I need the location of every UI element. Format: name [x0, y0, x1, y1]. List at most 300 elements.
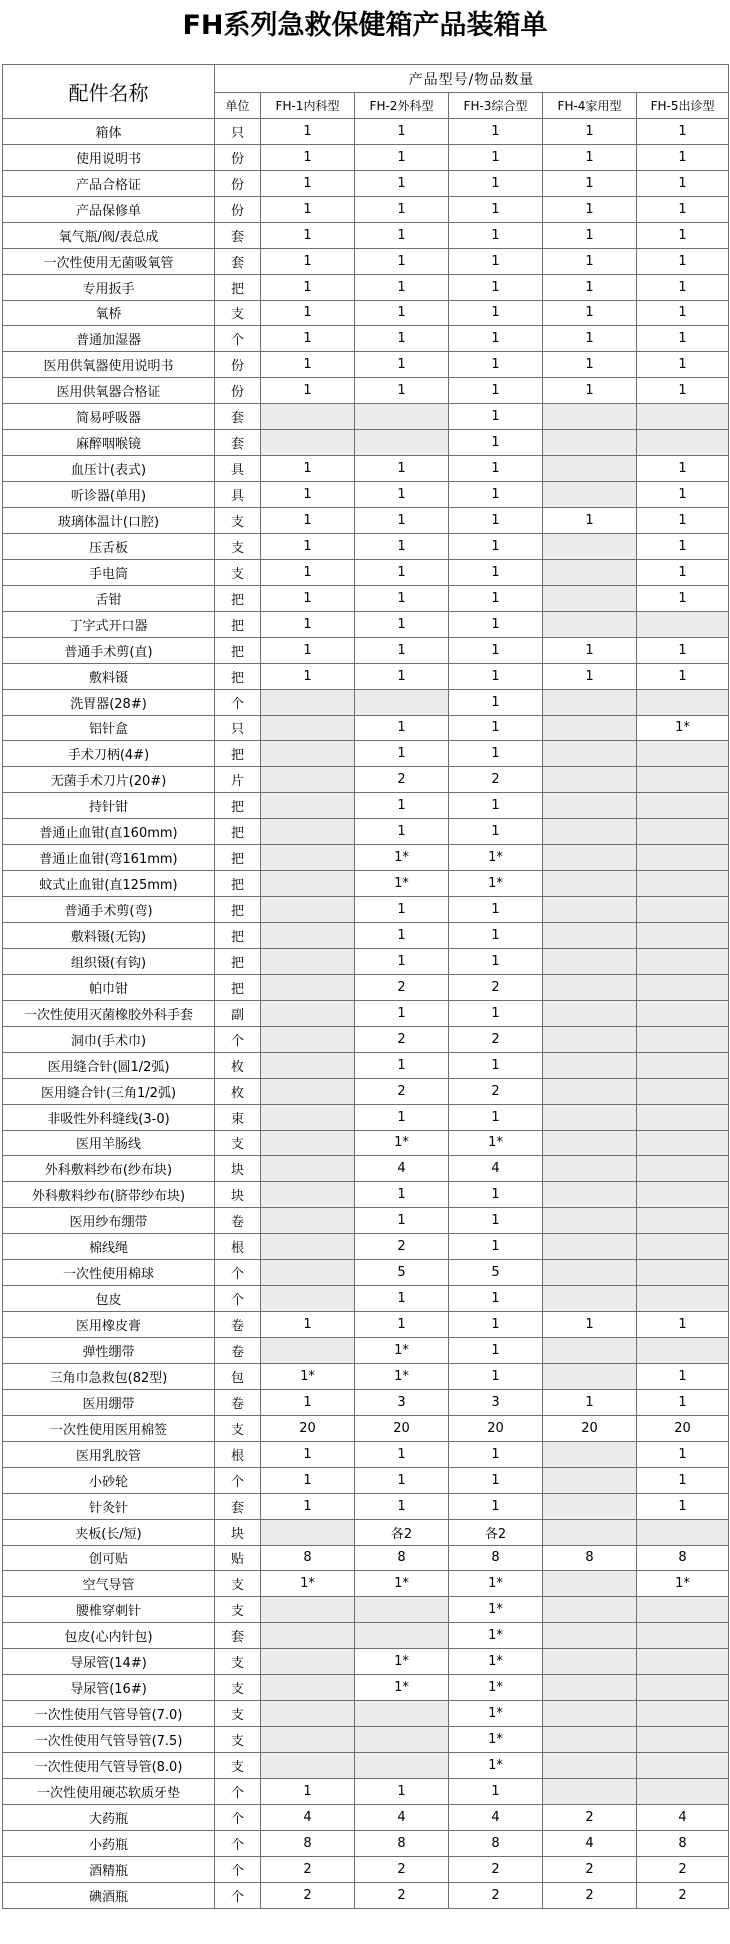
quantity-cell: 1	[543, 118, 637, 144]
quantity-cell: 1*	[449, 845, 543, 871]
item-name: 蚊式止血钳(直125mm)	[3, 871, 215, 897]
quantity-cell: 1	[449, 533, 543, 559]
quantity-cell: 1*	[637, 1571, 729, 1597]
table-row	[3, 456, 729, 482]
item-name: 铝针盒	[3, 715, 215, 741]
quantity-cell: 20	[355, 1415, 449, 1441]
quantity-cell: 1	[637, 144, 729, 170]
quantity-cell	[543, 1493, 637, 1519]
quantity-cell: 4	[355, 1804, 449, 1830]
quantity-cell: 1	[355, 1052, 449, 1078]
quantity-cell	[261, 845, 355, 871]
unit-header: 单位	[215, 93, 261, 119]
item-unit: 个	[215, 689, 261, 715]
item-unit: 贴	[215, 1545, 261, 1571]
quantity-cell	[637, 611, 729, 637]
quantity-cell: 1	[449, 326, 543, 352]
table-row	[3, 897, 729, 923]
quantity-cell: 1	[543, 1389, 637, 1415]
quantity-cell: 1	[261, 533, 355, 559]
table-row	[3, 1830, 729, 1856]
quantity-cell: 1*	[355, 1130, 449, 1156]
item-unit: 个	[215, 1026, 261, 1052]
quantity-cell: 1	[261, 663, 355, 689]
item-unit: 个	[215, 1882, 261, 1908]
quantity-cell	[543, 1363, 637, 1389]
quantity-cell	[637, 871, 729, 897]
quantity-cell: 2	[449, 974, 543, 1000]
item-name: 大药瓶	[3, 1804, 215, 1830]
item-name: 小砂轮	[3, 1467, 215, 1493]
item-unit: 个	[215, 1467, 261, 1493]
item-unit: 支	[215, 1571, 261, 1597]
table-header	[3, 65, 729, 119]
item-unit: 支	[215, 1701, 261, 1727]
quantity-cell	[637, 1597, 729, 1623]
quantity-cell: 2	[355, 1026, 449, 1052]
quantity-cell	[543, 819, 637, 845]
table-row	[3, 1363, 729, 1389]
quantity-cell: 1	[543, 378, 637, 404]
quantity-cell: 20	[449, 1415, 543, 1441]
table-row	[3, 1675, 729, 1701]
quantity-cell	[261, 974, 355, 1000]
item-name: 酒精瓶	[3, 1856, 215, 1882]
quantity-cell	[543, 974, 637, 1000]
quantity-cell	[543, 1208, 637, 1234]
item-name: 箱体	[3, 118, 215, 144]
item-name: 产品合格证	[3, 170, 215, 196]
quantity-cell: 5	[355, 1260, 449, 1286]
quantity-cell: 1	[637, 482, 729, 508]
item-unit: 份	[215, 352, 261, 378]
quantity-cell: 1	[637, 196, 729, 222]
quantity-cell: 1*	[449, 871, 543, 897]
quantity-cell	[637, 1052, 729, 1078]
quantity-cell	[261, 1104, 355, 1130]
quantity-cell: 1	[637, 326, 729, 352]
table-row	[3, 378, 729, 404]
quantity-cell: 1	[449, 352, 543, 378]
quantity-cell	[543, 1597, 637, 1623]
table-row	[3, 1130, 729, 1156]
quantity-cell	[543, 1753, 637, 1779]
quantity-cell: 1	[637, 456, 729, 482]
quantity-cell: 1	[261, 637, 355, 663]
table-row	[3, 1441, 729, 1467]
item-name: 使用说明书	[3, 144, 215, 170]
model-header-fh1: FH-1内科型	[261, 93, 355, 119]
item-unit: 卷	[215, 1338, 261, 1364]
item-unit: 只	[215, 715, 261, 741]
item-unit: 副	[215, 1000, 261, 1026]
quantity-cell	[261, 1286, 355, 1312]
table-row	[3, 793, 729, 819]
item-unit: 份	[215, 144, 261, 170]
quantity-cell: 1	[449, 248, 543, 274]
quantity-cell: 1*	[637, 715, 729, 741]
item-unit: 块	[215, 1182, 261, 1208]
quantity-cell	[543, 404, 637, 430]
quantity-cell: 1	[355, 352, 449, 378]
quantity-cell: 1	[355, 923, 449, 949]
quantity-cell	[261, 1623, 355, 1649]
quantity-cell	[261, 767, 355, 793]
table-row	[3, 559, 729, 585]
item-name: 一次性使用硬芯软质牙垫	[3, 1778, 215, 1804]
quantity-cell: 1	[637, 170, 729, 196]
table-row	[3, 1493, 729, 1519]
quantity-cell: 1	[355, 897, 449, 923]
quantity-cell: 2	[261, 1856, 355, 1882]
quantity-cell: 1	[449, 663, 543, 689]
accessory-name-header: 配件名称	[3, 65, 215, 119]
item-name: 医用缝合针(圆1/2弧)	[3, 1052, 215, 1078]
quantity-cell: 1	[355, 663, 449, 689]
quantity-cell: 1	[261, 1389, 355, 1415]
page-title: FH系列急救保健箱产品装箱单	[182, 10, 548, 41]
quantity-cell	[637, 1675, 729, 1701]
quantity-cell	[261, 1000, 355, 1026]
model-quantity-header: 产品型号/物品数量	[215, 65, 729, 93]
item-name: 弹性绷带	[3, 1338, 215, 1364]
quantity-cell: 2	[543, 1882, 637, 1908]
quantity-cell	[543, 611, 637, 637]
quantity-cell	[261, 404, 355, 430]
quantity-cell	[637, 1026, 729, 1052]
item-unit: 把	[215, 819, 261, 845]
quantity-cell: 1	[449, 715, 543, 741]
item-unit: 枚	[215, 1052, 261, 1078]
table-row	[3, 1234, 729, 1260]
item-unit: 支	[215, 1753, 261, 1779]
item-name: 导尿管(16#)	[3, 1675, 215, 1701]
quantity-cell	[261, 430, 355, 456]
quantity-cell: 1	[449, 430, 543, 456]
item-unit: 支	[215, 559, 261, 585]
table-row	[3, 948, 729, 974]
item-unit: 套	[215, 1623, 261, 1649]
item-unit: 根	[215, 1234, 261, 1260]
quantity-cell: 1	[355, 326, 449, 352]
table-row	[3, 1701, 729, 1727]
item-unit: 套	[215, 1493, 261, 1519]
quantity-cell	[261, 1156, 355, 1182]
quantity-cell	[543, 1467, 637, 1493]
quantity-cell: 1	[261, 144, 355, 170]
quantity-cell: 1	[355, 508, 449, 534]
quantity-cell: 1	[355, 482, 449, 508]
quantity-cell	[261, 871, 355, 897]
quantity-cell	[261, 1052, 355, 1078]
quantity-cell	[543, 1182, 637, 1208]
quantity-cell: 1	[637, 378, 729, 404]
item-name: 舌钳	[3, 585, 215, 611]
quantity-cell: 1	[449, 1467, 543, 1493]
table-row	[3, 1389, 729, 1415]
item-unit: 把	[215, 663, 261, 689]
quantity-cell	[355, 1727, 449, 1753]
quantity-cell	[543, 897, 637, 923]
quantity-cell	[543, 1649, 637, 1675]
quantity-cell	[355, 1701, 449, 1727]
quantity-cell	[261, 715, 355, 741]
quantity-cell: 1*	[449, 1623, 543, 1649]
item-unit: 个	[215, 1804, 261, 1830]
item-name: 夹板(长/短)	[3, 1519, 215, 1545]
quantity-cell: 1	[449, 1338, 543, 1364]
quantity-cell	[543, 1571, 637, 1597]
table-row	[3, 508, 729, 534]
quantity-cell: 1	[637, 352, 729, 378]
quantity-cell: 1	[261, 1312, 355, 1338]
quantity-cell: 8	[637, 1545, 729, 1571]
item-unit: 束	[215, 1104, 261, 1130]
quantity-cell: 2	[355, 1078, 449, 1104]
quantity-cell	[543, 1623, 637, 1649]
item-unit: 卷	[215, 1208, 261, 1234]
item-name: 一次性使用灭菌橡胶外科手套	[3, 1000, 215, 1026]
quantity-cell: 1*	[261, 1363, 355, 1389]
quantity-cell	[261, 1260, 355, 1286]
table-row	[3, 974, 729, 1000]
quantity-cell: 1	[637, 1441, 729, 1467]
quantity-cell: 1	[355, 1467, 449, 1493]
quantity-cell: 1	[449, 404, 543, 430]
quantity-cell: 1	[637, 508, 729, 534]
quantity-cell: 1	[261, 1441, 355, 1467]
item-name: 外科敷料纱布(脐带纱布块)	[3, 1182, 215, 1208]
table-row	[3, 1000, 729, 1026]
table-row	[3, 819, 729, 845]
quantity-cell	[543, 1026, 637, 1052]
quantity-cell: 1	[355, 378, 449, 404]
item-name: 一次性使用医用棉签	[3, 1415, 215, 1441]
quantity-cell: 2	[637, 1882, 729, 1908]
quantity-cell: 2	[355, 974, 449, 1000]
quantity-cell: 1	[261, 1493, 355, 1519]
item-name: 一次性使用无菌吸氧管	[3, 248, 215, 274]
quantity-cell: 1	[355, 1000, 449, 1026]
quantity-cell	[355, 430, 449, 456]
quantity-cell: 1	[449, 1182, 543, 1208]
table-row	[3, 1026, 729, 1052]
quantity-cell: 1	[543, 144, 637, 170]
quantity-cell	[637, 1519, 729, 1545]
table-row	[3, 274, 729, 300]
quantity-cell: 1	[449, 118, 543, 144]
quantity-cell	[355, 1623, 449, 1649]
quantity-cell: 1	[355, 1182, 449, 1208]
quantity-cell	[543, 715, 637, 741]
quantity-cell: 1	[449, 1000, 543, 1026]
table-row	[3, 689, 729, 715]
quantity-cell: 1	[355, 559, 449, 585]
quantity-cell: 1	[261, 378, 355, 404]
quantity-cell: 1	[449, 222, 543, 248]
item-name: 洗胃器(28#)	[3, 689, 215, 715]
table-row	[3, 1778, 729, 1804]
quantity-cell: 1	[355, 819, 449, 845]
quantity-cell	[637, 1130, 729, 1156]
quantity-cell: 2	[543, 1804, 637, 1830]
quantity-cell	[637, 1338, 729, 1364]
item-name: 氧气瓶/阀/表总成	[3, 222, 215, 248]
quantity-cell: 5	[449, 1260, 543, 1286]
item-name: 医用绷带	[3, 1389, 215, 1415]
quantity-cell	[543, 1778, 637, 1804]
quantity-cell	[261, 1675, 355, 1701]
quantity-cell: 1	[261, 326, 355, 352]
table-row	[3, 637, 729, 663]
item-name: 外科敷料纱布(纱布块)	[3, 1156, 215, 1182]
quantity-cell: 1	[449, 144, 543, 170]
quantity-cell: 1	[449, 1778, 543, 1804]
quantity-cell	[637, 974, 729, 1000]
quantity-cell: 1	[449, 456, 543, 482]
quantity-cell: 1	[449, 508, 543, 534]
quantity-cell: 1	[449, 585, 543, 611]
quantity-cell	[543, 482, 637, 508]
item-name: 敷料镊(无钩)	[3, 923, 215, 949]
quantity-cell: 2	[355, 1882, 449, 1908]
quantity-cell	[261, 1727, 355, 1753]
quantity-cell: 1	[355, 196, 449, 222]
item-name: 无菌手术刀片(20#)	[3, 767, 215, 793]
quantity-cell: 1	[261, 585, 355, 611]
item-name: 医用供氧器合格证	[3, 378, 215, 404]
quantity-cell	[261, 1208, 355, 1234]
table-row	[3, 352, 729, 378]
item-name: 洞巾(手术巾)	[3, 1026, 215, 1052]
quantity-cell	[543, 741, 637, 767]
quantity-cell: 1	[449, 1493, 543, 1519]
item-unit: 把	[215, 845, 261, 871]
quantity-cell	[543, 1052, 637, 1078]
table-row	[3, 222, 729, 248]
quantity-cell	[261, 1701, 355, 1727]
quantity-cell	[261, 1182, 355, 1208]
table-row	[3, 1804, 729, 1830]
item-name: 创可贴	[3, 1545, 215, 1571]
table-row	[3, 1182, 729, 1208]
table-row	[3, 1052, 729, 1078]
quantity-cell: 1	[543, 326, 637, 352]
quantity-cell: 1	[355, 300, 449, 326]
quantity-cell: 2	[449, 1856, 543, 1882]
quantity-cell: 1	[355, 274, 449, 300]
quantity-cell: 1	[261, 456, 355, 482]
quantity-cell	[261, 1078, 355, 1104]
item-name: 普通止血钳(直160mm)	[3, 819, 215, 845]
quantity-cell: 1	[637, 533, 729, 559]
quantity-cell: 4	[261, 1804, 355, 1830]
table-row	[3, 1649, 729, 1675]
quantity-cell: 1	[449, 1052, 543, 1078]
quantity-cell	[637, 793, 729, 819]
quantity-cell: 2	[355, 1856, 449, 1882]
table-row	[3, 326, 729, 352]
quantity-cell: 各2	[449, 1519, 543, 1545]
quantity-cell: 1	[449, 1104, 543, 1130]
quantity-cell	[543, 793, 637, 819]
quantity-cell	[543, 767, 637, 793]
quantity-cell: 1	[637, 274, 729, 300]
quantity-cell	[261, 1649, 355, 1675]
item-unit: 支	[215, 1649, 261, 1675]
quantity-cell: 1	[449, 1234, 543, 1260]
item-name: 包皮(心内针包)	[3, 1623, 215, 1649]
quantity-cell: 1	[543, 663, 637, 689]
quantity-cell	[355, 1597, 449, 1623]
quantity-cell: 1	[261, 352, 355, 378]
item-unit: 份	[215, 378, 261, 404]
item-name: 血压计(表式)	[3, 456, 215, 482]
table-row	[3, 196, 729, 222]
quantity-cell	[637, 741, 729, 767]
quantity-cell	[261, 897, 355, 923]
item-unit: 把	[215, 793, 261, 819]
item-unit: 支	[215, 533, 261, 559]
item-unit: 块	[215, 1519, 261, 1545]
packing-list-table	[2, 64, 729, 1909]
item-name: 手术刀柄(4#)	[3, 741, 215, 767]
quantity-cell: 1	[261, 118, 355, 144]
table-row	[3, 1208, 729, 1234]
quantity-cell: 1	[261, 482, 355, 508]
table-row	[3, 482, 729, 508]
item-name: 压舌板	[3, 533, 215, 559]
item-unit: 具	[215, 482, 261, 508]
quantity-cell	[261, 1026, 355, 1052]
quantity-cell: 1*	[261, 1571, 355, 1597]
table-row	[3, 1338, 729, 1364]
quantity-cell	[261, 819, 355, 845]
table-row	[3, 1597, 729, 1623]
item-name: 针灸针	[3, 1493, 215, 1519]
quantity-cell	[543, 1130, 637, 1156]
quantity-cell: 1	[637, 663, 729, 689]
quantity-cell: 8	[261, 1545, 355, 1571]
quantity-cell	[543, 533, 637, 559]
quantity-cell: 2	[543, 1856, 637, 1882]
quantity-cell: 1	[355, 1778, 449, 1804]
quantity-cell: 1	[449, 559, 543, 585]
quantity-cell: 1	[261, 196, 355, 222]
quantity-cell: 1*	[449, 1571, 543, 1597]
quantity-cell: 1*	[355, 1571, 449, 1597]
item-unit: 支	[215, 1415, 261, 1441]
quantity-cell	[637, 948, 729, 974]
item-unit: 把	[215, 611, 261, 637]
item-name: 医用羊肠线	[3, 1130, 215, 1156]
quantity-cell	[543, 923, 637, 949]
quantity-cell: 4	[543, 1830, 637, 1856]
item-unit: 套	[215, 248, 261, 274]
quantity-cell: 1	[355, 1441, 449, 1467]
item-unit: 具	[215, 456, 261, 482]
quantity-cell	[261, 1234, 355, 1260]
quantity-cell: 1	[449, 1441, 543, 1467]
quantity-cell: 1	[449, 482, 543, 508]
quantity-cell	[261, 689, 355, 715]
item-name: 麻醉咽喉镜	[3, 430, 215, 456]
quantity-cell: 1	[261, 611, 355, 637]
item-unit: 把	[215, 274, 261, 300]
item-unit: 个	[215, 1778, 261, 1804]
quantity-cell: 1	[543, 300, 637, 326]
quantity-cell: 1	[543, 1312, 637, 1338]
